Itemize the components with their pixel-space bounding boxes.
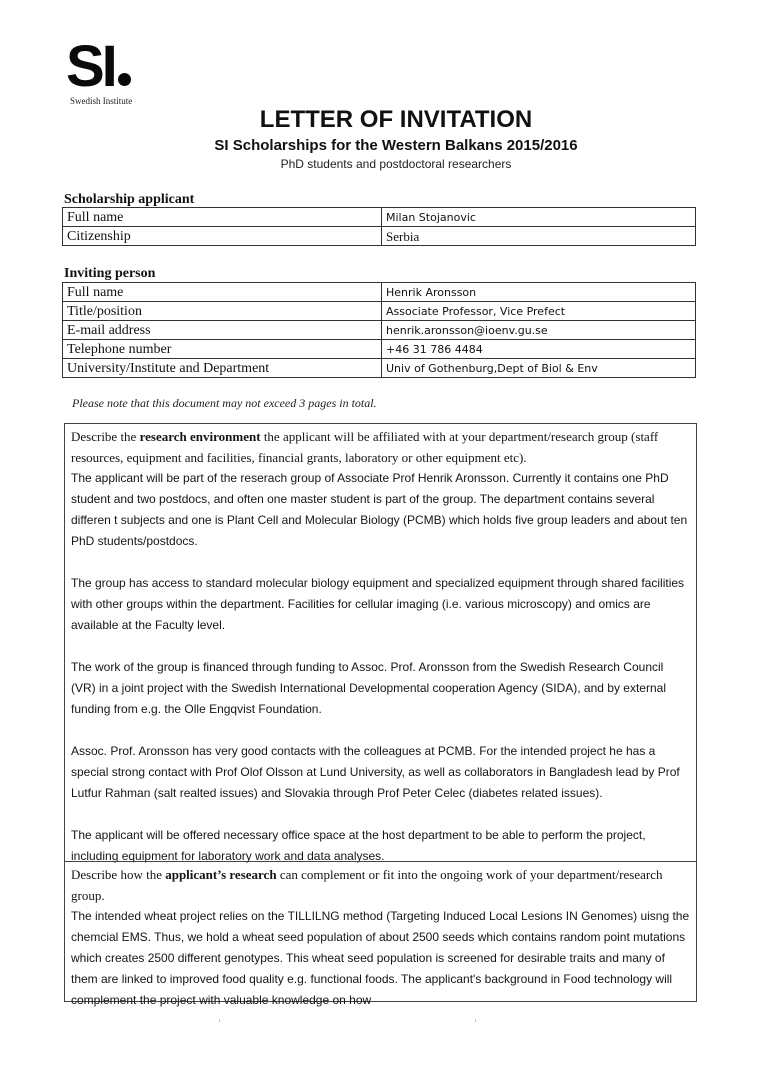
applicant-research-prompt xyxy=(71,864,690,906)
paragraph: Assoc. Prof. Aronsson has very good contacts with the colleagues at PCMB. For the intended project he has a special strong contact with Prof Olof Olsson at Lund University, as well as collaborators in Bangladesh lead by Prof Lutfur Rahman (salt realted issues) and Slovakia through Prof Peter Celec (diabetes related issues). xyxy=(71,744,680,800)
field-label: E-mail address xyxy=(63,321,382,340)
research-environment-section xyxy=(64,423,697,862)
prompt-emphasis: research environment xyxy=(139,429,261,444)
applicant-full-name: Milan Stojanovic xyxy=(382,208,696,227)
scholarship-applicant-heading: Scholarship applicant xyxy=(64,192,195,207)
table-row xyxy=(63,227,696,246)
prompt-text: Describe how the xyxy=(71,867,166,882)
paragraph: The applicant will be offered necessary office space at the host department to be able to perform the project, including equipment for laboratory work and data analyses. xyxy=(71,828,646,863)
table-row xyxy=(63,283,696,302)
prompt-text: the applicant will be affiliated with at your department/research group (staff resources, equipment and facilities, financial grants, laboratory or other equipment etc). xyxy=(71,429,659,465)
field-label: Citizenship xyxy=(63,227,382,246)
inviter-email: henrik.aronsson@ioenv.gu.se xyxy=(382,321,696,340)
prompt-text: Describe the xyxy=(71,429,140,444)
field-label: Full name xyxy=(63,208,382,227)
swedish-institute-logo xyxy=(66,34,131,99)
inviting-person-heading: Inviting person xyxy=(64,266,156,281)
table-row xyxy=(63,321,696,340)
paragraph: The group has access to standard molecular biology equipment and specialized equipment through shared facilities with other groups within the department. Facilities for cellular imaging (i.e. various microscopy) and omics are available at the Faculty level. xyxy=(71,576,685,632)
prompt-text: can complement or fit into the ongoing work of your department/research group. xyxy=(71,867,663,903)
table-row xyxy=(63,340,696,359)
scan-artifact xyxy=(475,1019,476,1022)
paragraph: The applicant will be part of the reserach group of Associate Prof Henrik Aronsson. Currently it contains one PhD student and two postdocs, and often one master student is part of the group. The department contains several differen t subjects and one is Plant Cell and Molecular Biology (PCMB) which holds five group leaders and about ten PhD students/postdocs. xyxy=(71,471,688,548)
scan-artifact xyxy=(219,1019,220,1022)
logo-dot-icon xyxy=(118,73,131,86)
applicant-citizenship: Serbia xyxy=(382,227,696,246)
document-subtitle: SI Scholarships for the Western Balkans 2015/2016 xyxy=(214,137,578,154)
logo-mark: SI xyxy=(66,34,115,99)
field-label: Title/position xyxy=(63,302,382,321)
research-environment-prompt xyxy=(71,426,690,468)
inviter-department: Univ of Gothenburg,Dept of Biol & Env xyxy=(382,359,696,378)
inviter-full-name: Henrik Aronsson xyxy=(382,283,696,302)
paragraph: The intended wheat project relies on the TILLILNG method (Targeting Induced Local Lesions IN Genomes) uisng the chemcial EMS. Thus, we hold a wheat seed population of about 2500 seeds which contains random point mutations which creates 2500 different genotypes. This wheat seed population is screened for desirable traits and many of them are linked to improved food quality e.g. functional foods. The applicant's background in Food technology will complement the project with valuable knowledge on how xyxy=(71,909,690,1007)
inviter-telephone: +46 31 786 4484 xyxy=(382,340,696,359)
paragraph: The work of the group is financed through funding to Assoc. Prof. Aronsson from the Swedish Research Council (VR) in a joint project with the Swedish International Developmental cooperation Agency (SIDA), and by external funding from e.g. the Olle Engqvist Foundation. xyxy=(71,660,666,716)
logo-subtitle: Swedish Institute xyxy=(70,96,133,106)
inviter-title: Associate Professor, Vice Prefect xyxy=(382,302,696,321)
table-row xyxy=(63,302,696,321)
field-label: University/Institute and Department xyxy=(63,359,382,378)
table-row xyxy=(63,359,696,378)
field-label: Full name xyxy=(63,283,382,302)
inviting-person-table xyxy=(62,282,696,378)
scholarship-applicant-table xyxy=(62,207,696,246)
table-row xyxy=(63,208,696,227)
document-title: LETTER OF INVITATION xyxy=(259,106,533,133)
document-audience: PhD students and postdoctoral researchers xyxy=(280,157,512,171)
page-limit-note: Please note that this document may not exceed 3 pages in total. xyxy=(72,396,377,410)
prompt-emphasis: applicant’s research xyxy=(165,867,277,882)
applicant-research-section xyxy=(64,861,697,1007)
field-label: Telephone number xyxy=(63,340,382,359)
